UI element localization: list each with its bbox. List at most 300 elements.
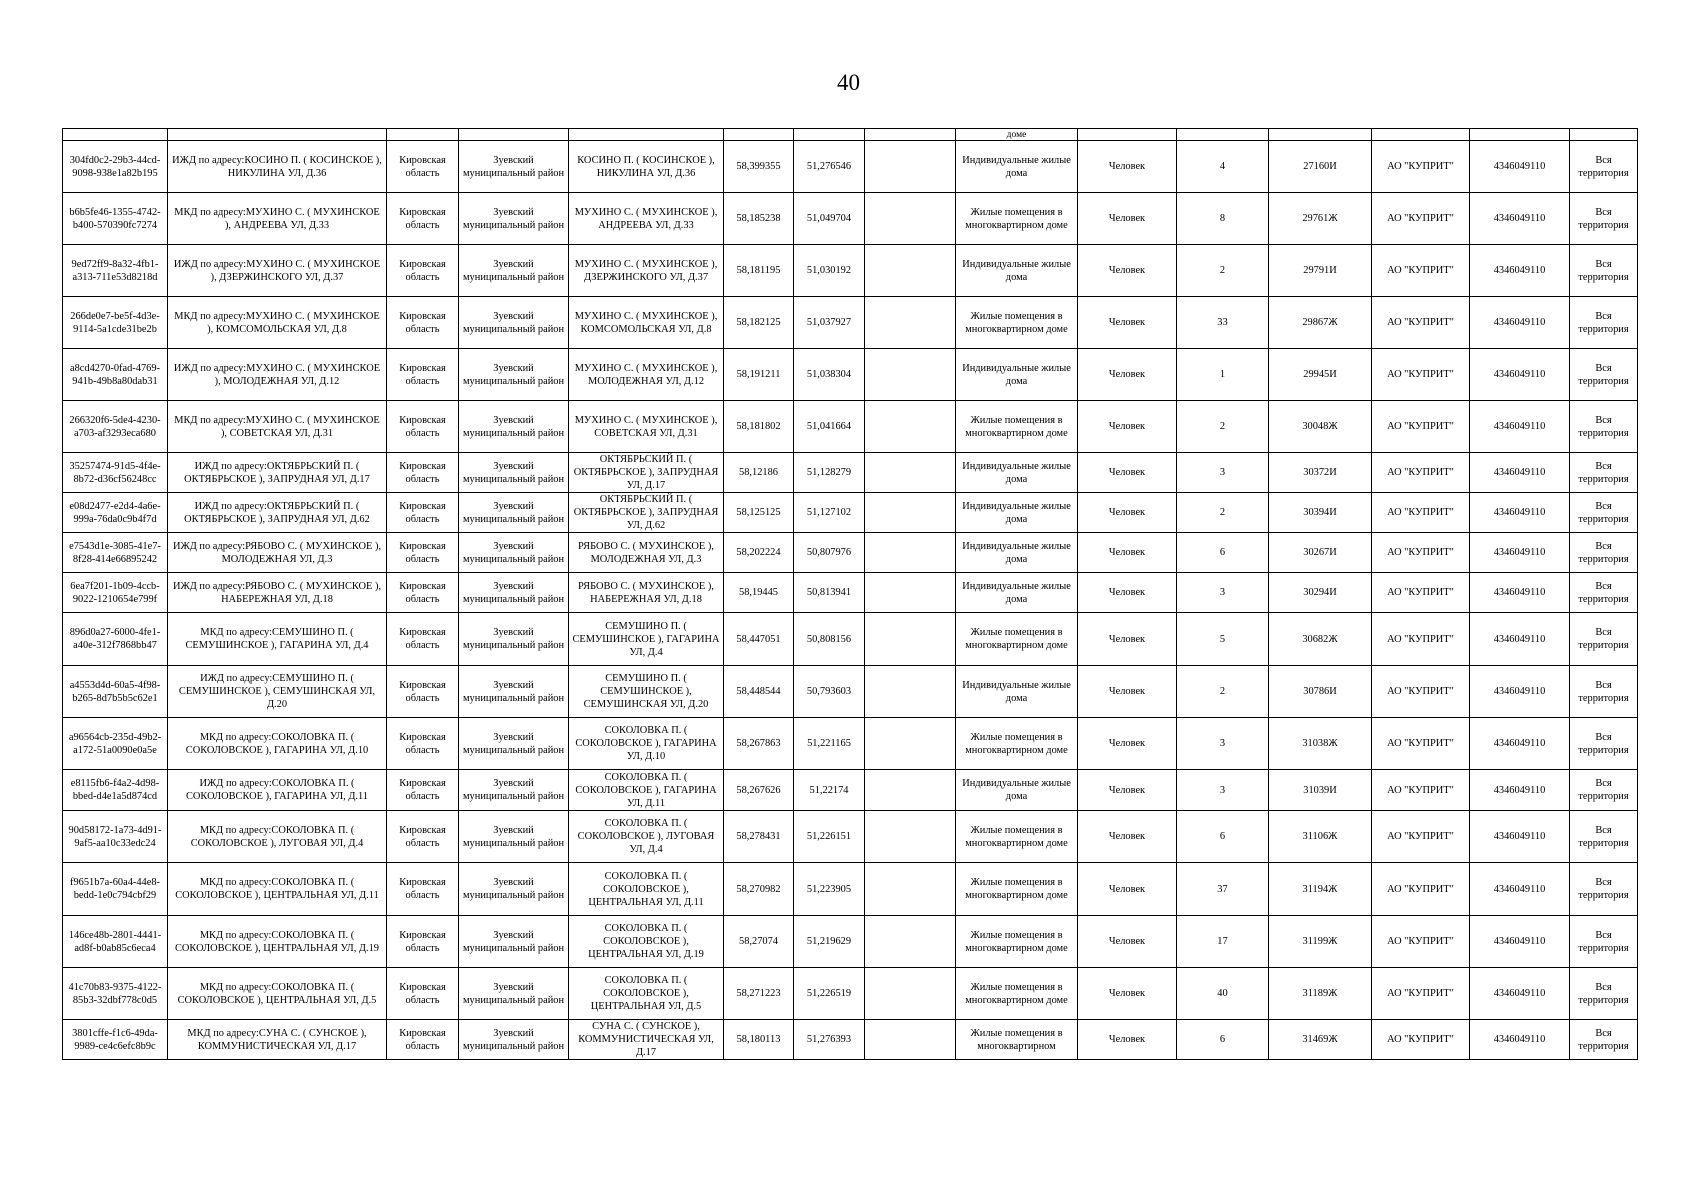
cell-territory: Вся территория — [1570, 811, 1638, 863]
cell-type: Жилые помещения в многоквартирном доме — [956, 613, 1078, 666]
cell-lon: 51,223905 — [794, 863, 865, 916]
cell-count: 8 — [1177, 193, 1269, 245]
cell-territory: Вся территория — [1570, 141, 1638, 193]
cell-type: Индивидуальные жилые дома — [956, 349, 1078, 401]
cell-unit: Человек — [1078, 863, 1177, 916]
cell-inn: 4346049110 — [1470, 863, 1570, 916]
cell-count: 6 — [1177, 1020, 1269, 1060]
cell-lat: 58,191211 — [724, 349, 794, 401]
cell-blank — [865, 245, 956, 297]
cell-unit: Человек — [1078, 968, 1177, 1020]
cell-territory: Вся территория — [1570, 573, 1638, 613]
cell-count: 5 — [1177, 613, 1269, 666]
cell-address: МУХИНО С. ( МУХИНСКОЕ ), АНДРЕЕВА УЛ, Д.33 — [569, 193, 724, 245]
table-row — [63, 770, 1638, 811]
cell-inn: 4346049110 — [1470, 493, 1570, 533]
cell-name: ИЖД по адресу:СОКОЛОВКА П. ( СОКОЛОВСКОЕ ), ГАГАРИНА УЛ, Д.11 — [168, 770, 387, 811]
cell-inn: 4346049110 — [1470, 533, 1570, 573]
cell-id: 6ea7f201-1b09-4ccb-9022-1210654e799f — [63, 573, 168, 613]
cell-count: 33 — [1177, 297, 1269, 349]
cell-id: e7543d1e-3085-41e7-8f28-414e66895242 — [63, 533, 168, 573]
cell-name: МКД по адресу:МУХИНО С. ( МУХИНСКОЕ ), АНДРЕЕВА УЛ, Д.33 — [168, 193, 387, 245]
cell-count: 2 — [1177, 245, 1269, 297]
cell-id: 266320f6-5de4-4230-a703-af3293eca680 — [63, 401, 168, 453]
cell-count: 2 — [1177, 666, 1269, 718]
cell-count: 6 — [1177, 533, 1269, 573]
cell-inn: 4346049110 — [1470, 1020, 1570, 1060]
cell-lat: 58,182125 — [724, 297, 794, 349]
cell-territory: Вся территория — [1570, 453, 1638, 493]
cell-lat: 58,448544 — [724, 666, 794, 718]
cell-code: 31189Ж — [1269, 968, 1372, 1020]
cell-territory: Вся территория — [1570, 401, 1638, 453]
cell-lat: 58,202224 — [724, 533, 794, 573]
cell-territory: Вся территория — [1570, 666, 1638, 718]
cell-territory: Вся территория — [1570, 916, 1638, 968]
cell-inn: 4346049110 — [1470, 916, 1570, 968]
cell-type: Индивидуальные жилые дома — [956, 533, 1078, 573]
cell-unit: Человек — [1078, 770, 1177, 811]
cell-name: ИЖД по адресу:СЕМУШИНО П. ( СЕМУШИНСКОЕ ), СЕМУШИНСКАЯ УЛ, Д.20 — [168, 666, 387, 718]
cell-count: 4 — [1177, 141, 1269, 193]
cell-lon: 50,808156 — [794, 613, 865, 666]
cell-count: 6 — [1177, 811, 1269, 863]
cell-unit: Человек — [1078, 613, 1177, 666]
cell-unit: Человек — [1078, 493, 1177, 533]
table-row — [63, 666, 1638, 718]
cell-id: a4553d4d-60a5-4f98-b265-8d7b5b5c62e1 — [63, 666, 168, 718]
cell-code: 29761Ж — [1269, 193, 1372, 245]
cell-inn: 4346049110 — [1470, 193, 1570, 245]
cell-district: Зуевский муниципальный район — [459, 666, 569, 718]
cell-id: 90d58172-1a73-4d91-9af5-aa10c33edc24 — [63, 811, 168, 863]
cell-district: Зуевский муниципальный район — [459, 916, 569, 968]
cell-name: МКД по адресу:СОКОЛОВКА П. ( СОКОЛОВСКОЕ ), ЦЕНТРАЛЬНАЯ УЛ, Д.5 — [168, 968, 387, 1020]
cell-org: АО "КУПРИТ" — [1372, 613, 1470, 666]
data-table — [62, 128, 1638, 1060]
cell-lat: 58,270982 — [724, 863, 794, 916]
cell-id: f9651b7a-60a4-44e8-bedd-1e0c794cbf29 — [63, 863, 168, 916]
cell-name: МКД по адресу:СОКОЛОВКА П. ( СОКОЛОВСКОЕ ), ЛУГОВАЯ УЛ, Д.4 — [168, 811, 387, 863]
cell-inn: 4346049110 — [1470, 349, 1570, 401]
cell-unit: Человек — [1078, 453, 1177, 493]
cell-org: АО "КУПРИТ" — [1372, 916, 1470, 968]
cell-address: СЕМУШИНО П. ( СЕМУШИНСКОЕ ), СЕМУШИНСКАЯ УЛ, Д.20 — [569, 666, 724, 718]
cell-lon: 50,793603 — [794, 666, 865, 718]
cell-territory: Вся территория — [1570, 718, 1638, 770]
cell-territory: Вся территория — [1570, 245, 1638, 297]
cell-unit: Человек — [1078, 573, 1177, 613]
cell-type: Жилые помещения в многоквартирном доме — [956, 916, 1078, 968]
cell-lat: 58,125125 — [724, 493, 794, 533]
cell-name: ИЖД по адресу:КОСИНО П. ( КОСИНСКОЕ ), НИКУЛИНА УЛ, Д.36 — [168, 141, 387, 193]
cell-code: 30267И — [1269, 533, 1372, 573]
cell-org: АО "КУПРИТ" — [1372, 401, 1470, 453]
cell-type: Жилые помещения в многоквартирном доме — [956, 297, 1078, 349]
table-row — [63, 613, 1638, 666]
cell-type: Индивидуальные жилые дома — [956, 141, 1078, 193]
cell-id: 896d0a27-6000-4fe1-a40e-312f7868bb47 — [63, 613, 168, 666]
cell-lon: 50,813941 — [794, 573, 865, 613]
cell-name: ИЖД по адресу:МУХИНО С. ( МУХИНСКОЕ ), ДЗЕРЖИНСКОГО УЛ, Д.37 — [168, 245, 387, 297]
cell-lon: 51,226519 — [794, 968, 865, 1020]
cell-region: Кировская область — [387, 533, 459, 573]
cell-address: СОКОЛОВКА П. ( СОКОЛОВСКОЕ ), ЛУГОВАЯ УЛ, Д.4 — [569, 811, 724, 863]
cell-code: 31038Ж — [1269, 718, 1372, 770]
cell-region: Кировская область — [387, 811, 459, 863]
cell-blank — [865, 770, 956, 811]
cell-territory: Вся территория — [1570, 613, 1638, 666]
table-body — [63, 129, 1638, 1060]
cell-org: АО "КУПРИТ" — [1372, 718, 1470, 770]
cell-lat: 58,27074 — [724, 916, 794, 968]
cell-id: 266de0e7-be5f-4d3e-9114-5a1cde31be2b — [63, 297, 168, 349]
cell-blank — [865, 401, 956, 453]
cell-org: АО "КУПРИТ" — [1372, 573, 1470, 613]
cell-district: Зуевский муниципальный район — [459, 770, 569, 811]
cell-blank — [865, 666, 956, 718]
cell-lon: 51,276393 — [794, 1020, 865, 1060]
cell-inn: 4346049110 — [1470, 141, 1570, 193]
cell-territory: Вся территория — [1570, 1020, 1638, 1060]
cell-district: Зуевский муниципальный район — [459, 573, 569, 613]
cell-blank — [865, 968, 956, 1020]
cell-id: 41c70b83-9375-4122-85b3-32dbf778c0d5 — [63, 968, 168, 1020]
cell-unit: Человек — [1078, 533, 1177, 573]
cell-id: e08d2477-e2d4-4a6e-999a-76da0c9b4f7d — [63, 493, 168, 533]
cell-lon: 51,226151 — [794, 811, 865, 863]
cell-count: 3 — [1177, 770, 1269, 811]
cell-lon: 51,127102 — [794, 493, 865, 533]
cell-address: СОКОЛОВКА П. ( СОКОЛОВСКОЕ ), ЦЕНТРАЛЬНАЯ УЛ, Д.11 — [569, 863, 724, 916]
cell-address: ОКТЯБРЬСКИЙ П. ( ОКТЯБРЬСКОЕ ), ЗАПРУДНАЯ УЛ, Д.62 — [569, 493, 724, 533]
cell-lat: 58,399355 — [724, 141, 794, 193]
table-row — [63, 453, 1638, 493]
cell-unit: Человек — [1078, 666, 1177, 718]
cell-unit: Человек — [1078, 811, 1177, 863]
table-row — [63, 573, 1638, 613]
cell-unit: Человек — [1078, 718, 1177, 770]
cell-id: a8cd4270-0fad-4769-941b-49b8a80dab31 — [63, 349, 168, 401]
cell-district: Зуевский муниципальный район — [459, 718, 569, 770]
cell-name: МКД по адресу:МУХИНО С. ( МУХИНСКОЕ ), КОМСОМОЛЬСКАЯ УЛ, Д.8 — [168, 297, 387, 349]
cell-blank — [865, 297, 956, 349]
cell-region: Кировская область — [387, 193, 459, 245]
cell-region: Кировская область — [387, 863, 459, 916]
cell-unit: Человек — [1078, 349, 1177, 401]
cell-address: ОКТЯБРЬСКИЙ П. ( ОКТЯБРЬСКОЕ ), ЗАПРУДНАЯ УЛ, Д.17 — [569, 453, 724, 493]
cell-code: 29791И — [1269, 245, 1372, 297]
cell-district: Зуевский муниципальный район — [459, 141, 569, 193]
cell-district: Зуевский муниципальный район — [459, 297, 569, 349]
cell-address: РЯБОВО С. ( МУХИНСКОЕ ), НАБЕРЕЖНАЯ УЛ, Д.18 — [569, 573, 724, 613]
cell-code: 31039И — [1269, 770, 1372, 811]
cell-org: АО "КУПРИТ" — [1372, 193, 1470, 245]
cell-lon: 50,807976 — [794, 533, 865, 573]
cell-type: Жилые помещения в многоквартирном — [956, 1020, 1078, 1060]
cell-code: 30294И — [1269, 573, 1372, 613]
cell-lat: 58,267863 — [724, 718, 794, 770]
cell-id: 146ce48b-2801-4441-ad8f-b0ab85c6eca4 — [63, 916, 168, 968]
cell-lon: 51,22174 — [794, 770, 865, 811]
cell-type: Индивидуальные жилые дома — [956, 770, 1078, 811]
cell-org: АО "КУПРИТ" — [1372, 453, 1470, 493]
cell-name: МКД по адресу:СЕМУШИНО П. ( СЕМУШИНСКОЕ ), ГАГАРИНА УЛ, Д.4 — [168, 613, 387, 666]
cell-inn: 4346049110 — [1470, 666, 1570, 718]
cell-name: МКД по адресу:СОКОЛОВКА П. ( СОКОЛОВСКОЕ ), ЦЕНТРАЛЬНАЯ УЛ, Д.19 — [168, 916, 387, 968]
cell-org: АО "КУПРИТ" — [1372, 1020, 1470, 1060]
cell-blank — [865, 493, 956, 533]
cell-count: 2 — [1177, 401, 1269, 453]
cell-district: Зуевский муниципальный район — [459, 193, 569, 245]
cell-inn: 4346049110 — [1470, 770, 1570, 811]
cell-lon: 51,219629 — [794, 916, 865, 968]
cell-district: Зуевский муниципальный район — [459, 245, 569, 297]
cell-type: Индивидуальные жилые дома — [956, 573, 1078, 613]
cell-blank — [865, 533, 956, 573]
cell-region: Кировская область — [387, 613, 459, 666]
table-row — [63, 193, 1638, 245]
cell-count: 17 — [1177, 916, 1269, 968]
cell-type: Жилые помещения в многоквартирном доме — [956, 863, 1078, 916]
cell-unit: Человек — [1078, 1020, 1177, 1060]
cell-id: a96564cb-235d-49b2-a172-51a0090e0a5e — [63, 718, 168, 770]
cell-type: Жилые помещения в многоквартирном доме — [956, 968, 1078, 1020]
cell-org: АО "КУПРИТ" — [1372, 863, 1470, 916]
page-number: 40 — [837, 70, 860, 95]
cell-inn: 4346049110 — [1470, 245, 1570, 297]
cell-district: Зуевский муниципальный район — [459, 349, 569, 401]
cell-district: Зуевский муниципальный район — [459, 401, 569, 453]
cell-type: Жилые помещения в многоквартирном доме — [956, 193, 1078, 245]
cell-address: КОСИНО П. ( КОСИНСКОЕ ), НИКУЛИНА УЛ, Д.36 — [569, 141, 724, 193]
cell-inn: 4346049110 — [1470, 968, 1570, 1020]
cell-count: 3 — [1177, 718, 1269, 770]
cell-region: Кировская область — [387, 493, 459, 533]
cell-blank — [865, 1020, 956, 1060]
cell-lat: 58,447051 — [724, 613, 794, 666]
cell-district: Зуевский муниципальный район — [459, 613, 569, 666]
cell-lat: 58,19445 — [724, 573, 794, 613]
cell-type: Индивидуальные жилые дома — [956, 245, 1078, 297]
table-row — [63, 349, 1638, 401]
cell-unit: Человек — [1078, 193, 1177, 245]
cell-inn: 4346049110 — [1470, 718, 1570, 770]
cell-code: 30048Ж — [1269, 401, 1372, 453]
cell-name: ИЖД по адресу:РЯБОВО С. ( МУХИНСКОЕ ), МОЛОДЕЖНАЯ УЛ, Д.3 — [168, 533, 387, 573]
cell-type: Жилые помещения в многоквартирном доме — [956, 401, 1078, 453]
cell-blank — [865, 349, 956, 401]
cell-org: АО "КУПРИТ" — [1372, 493, 1470, 533]
cell-unit: Человек — [1078, 245, 1177, 297]
cell-type-fragment: доме — [956, 129, 1078, 141]
cell-org: АО "КУПРИТ" — [1372, 533, 1470, 573]
cell-blank — [865, 863, 956, 916]
cell-district: Зуевский муниципальный район — [459, 493, 569, 533]
cell-lon: 51,041664 — [794, 401, 865, 453]
cell-address: СОКОЛОВКА П. ( СОКОЛОВСКОЕ ), ГАГАРИНА УЛ, Д.10 — [569, 718, 724, 770]
cell-name: ИЖД по адресу:РЯБОВО С. ( МУХИНСКОЕ ), НАБЕРЕЖНАЯ УЛ, Д.18 — [168, 573, 387, 613]
cell-region: Кировская область — [387, 916, 459, 968]
cell-territory: Вся территория — [1570, 493, 1638, 533]
cell-region: Кировская область — [387, 718, 459, 770]
cell-count: 40 — [1177, 968, 1269, 1020]
cell-inn: 4346049110 — [1470, 297, 1570, 349]
cell-code: 31469Ж — [1269, 1020, 1372, 1060]
cell-org: АО "КУПРИТ" — [1372, 666, 1470, 718]
cell-id: 9ed72ff9-8a32-4fb1-a313-711e53d8218d — [63, 245, 168, 297]
cell-blank — [865, 613, 956, 666]
cell-territory: Вся территория — [1570, 533, 1638, 573]
cell-address: МУХИНО С. ( МУХИНСКОЕ ), КОМСОМОЛЬСКАЯ УЛ, Д.8 — [569, 297, 724, 349]
table-row — [63, 968, 1638, 1020]
cell-code: 31194Ж — [1269, 863, 1372, 916]
cell-lat: 58,267626 — [724, 770, 794, 811]
cell-address: СОКОЛОВКА П. ( СОКОЛОВСКОЕ ), ЦЕНТРАЛЬНАЯ УЛ, Д.19 — [569, 916, 724, 968]
cell-name: ИЖД по адресу:МУХИНО С. ( МУХИНСКОЕ ), МОЛОДЕЖНАЯ УЛ, Д.12 — [168, 349, 387, 401]
cell-lon: 51,221165 — [794, 718, 865, 770]
data-table-container — [62, 128, 1637, 1060]
cell-count: 1 — [1177, 349, 1269, 401]
cell-lon: 51,030192 — [794, 245, 865, 297]
cell-blank — [865, 141, 956, 193]
cell-region: Кировская область — [387, 573, 459, 613]
cell-address: СОКОЛОВКА П. ( СОКОЛОВСКОЕ ), ЦЕНТРАЛЬНАЯ УЛ, Д.5 — [569, 968, 724, 1020]
cell-inn: 4346049110 — [1470, 453, 1570, 493]
cell-id: 304fd0c2-29b3-44cd-9098-938e1a82b195 — [63, 141, 168, 193]
cell-lon: 51,038304 — [794, 349, 865, 401]
cell-type: Жилые помещения в многоквартирном доме — [956, 811, 1078, 863]
cell-region: Кировская область — [387, 968, 459, 1020]
cell-region: Кировская область — [387, 297, 459, 349]
table-row — [63, 533, 1638, 573]
cell-lat: 58,271223 — [724, 968, 794, 1020]
cell-org: АО "КУПРИТ" — [1372, 297, 1470, 349]
cell-region: Кировская область — [387, 349, 459, 401]
cell-count: 37 — [1177, 863, 1269, 916]
cell-org: АО "КУПРИТ" — [1372, 245, 1470, 297]
cell-type: Жилые помещения в многоквартирном доме — [956, 718, 1078, 770]
cell-territory: Вся территория — [1570, 349, 1638, 401]
table-row-fragment — [63, 129, 1638, 141]
cell-blank — [865, 811, 956, 863]
cell-district: Зуевский муниципальный район — [459, 811, 569, 863]
cell-district: Зуевский муниципальный район — [459, 533, 569, 573]
cell-address: СОКОЛОВКА П. ( СОКОЛОВСКОЕ ), ГАГАРИНА УЛ, Д.11 — [569, 770, 724, 811]
cell-id: e8115fb6-f4a2-4d98-bbed-d4e1a5d874cd — [63, 770, 168, 811]
cell-district: Зуевский муниципальный район — [459, 453, 569, 493]
table-row — [63, 863, 1638, 916]
cell-name: ИЖД по адресу:ОКТЯБРЬСКИЙ П. ( ОКТЯБРЬСКОЕ ), ЗАПРУДНАЯ УЛ, Д.17 — [168, 453, 387, 493]
cell-lon: 51,049704 — [794, 193, 865, 245]
cell-type: Индивидуальные жилые дома — [956, 666, 1078, 718]
cell-territory: Вся территория — [1570, 297, 1638, 349]
cell-lon: 51,128279 — [794, 453, 865, 493]
cell-code: 30372И — [1269, 453, 1372, 493]
cell-region: Кировская область — [387, 453, 459, 493]
cell-territory: Вся территория — [1570, 193, 1638, 245]
cell-code: 30394И — [1269, 493, 1372, 533]
cell-address: СЕМУШИНО П. ( СЕМУШИНСКОЕ ), ГАГАРИНА УЛ, Д.4 — [569, 613, 724, 666]
cell-code: 27160И — [1269, 141, 1372, 193]
cell-territory: Вся территория — [1570, 863, 1638, 916]
cell-blank — [865, 573, 956, 613]
table-row — [63, 245, 1638, 297]
cell-code: 31106Ж — [1269, 811, 1372, 863]
cell-unit: Человек — [1078, 141, 1177, 193]
table-row — [63, 916, 1638, 968]
cell-lat: 58,185238 — [724, 193, 794, 245]
cell-inn: 4346049110 — [1470, 613, 1570, 666]
cell-type: Индивидуальные жилые дома — [956, 453, 1078, 493]
cell-id: 35257474-91d5-4f4e-8b72-d36cf56248cc — [63, 453, 168, 493]
cell-org: АО "КУПРИТ" — [1372, 141, 1470, 193]
cell-org: АО "КУПРИТ" — [1372, 349, 1470, 401]
cell-address: СУНА С. ( СУНСКОЕ ), КОММУНИСТИЧЕСКАЯ УЛ, Д.17 — [569, 1020, 724, 1060]
cell-region: Кировская область — [387, 401, 459, 453]
cell-region: Кировская область — [387, 141, 459, 193]
cell-unit: Человек — [1078, 297, 1177, 349]
cell-name: МКД по адресу:СУНА С. ( СУНСКОЕ ), КОММУНИСТИЧЕСКАЯ УЛ, Д.17 — [168, 1020, 387, 1060]
cell-inn: 4346049110 — [1470, 811, 1570, 863]
cell-code: 29945И — [1269, 349, 1372, 401]
cell-region: Кировская область — [387, 666, 459, 718]
cell-code: 29867Ж — [1269, 297, 1372, 349]
table-row — [63, 297, 1638, 349]
table-row — [63, 1020, 1638, 1060]
cell-id: b6b5fe46-1355-4742-b400-570390fc7274 — [63, 193, 168, 245]
cell-org: АО "КУПРИТ" — [1372, 770, 1470, 811]
cell-inn: 4346049110 — [1470, 573, 1570, 613]
cell-inn: 4346049110 — [1470, 401, 1570, 453]
cell-address: МУХИНО С. ( МУХИНСКОЕ ), СОВЕТСКАЯ УЛ, Д.31 — [569, 401, 724, 453]
cell-count: 3 — [1177, 453, 1269, 493]
cell-address: МУХИНО С. ( МУХИНСКОЕ ), ДЗЕРЖИНСКОГО УЛ, Д.37 — [569, 245, 724, 297]
cell-region: Кировская область — [387, 1020, 459, 1060]
cell-lat: 58,181802 — [724, 401, 794, 453]
cell-unit: Человек — [1078, 916, 1177, 968]
cell-unit: Человек — [1078, 401, 1177, 453]
cell-district: Зуевский муниципальный район — [459, 1020, 569, 1060]
cell-territory: Вся территория — [1570, 968, 1638, 1020]
cell-lat: 58,180113 — [724, 1020, 794, 1060]
cell-lat: 58,181195 — [724, 245, 794, 297]
table-row — [63, 401, 1638, 453]
cell-name: МКД по адресу:МУХИНО С. ( МУХИНСКОЕ ), СОВЕТСКАЯ УЛ, Д.31 — [168, 401, 387, 453]
table-row — [63, 718, 1638, 770]
cell-region: Кировская область — [387, 770, 459, 811]
cell-address: РЯБОВО С. ( МУХИНСКОЕ ), МОЛОДЕЖНАЯ УЛ, Д.3 — [569, 533, 724, 573]
cell-region: Кировская область — [387, 245, 459, 297]
cell-org: АО "КУПРИТ" — [1372, 811, 1470, 863]
cell-id: 3801cffe-f1c6-49da-9989-ce4c6efc8b9c — [63, 1020, 168, 1060]
cell-blank — [865, 718, 956, 770]
cell-lon: 51,037927 — [794, 297, 865, 349]
cell-territory: Вся территория — [1570, 770, 1638, 811]
cell-code: 31199Ж — [1269, 916, 1372, 968]
cell-district: Зуевский муниципальный район — [459, 863, 569, 916]
table-row — [63, 811, 1638, 863]
cell-org: АО "КУПРИТ" — [1372, 968, 1470, 1020]
cell-count: 3 — [1177, 573, 1269, 613]
cell-lat: 58,278431 — [724, 811, 794, 863]
cell-name: МКД по адресу:СОКОЛОВКА П. ( СОКОЛОВСКОЕ ), ЦЕНТРАЛЬНАЯ УЛ, Д.11 — [168, 863, 387, 916]
cell-lon: 51,276546 — [794, 141, 865, 193]
table-row — [63, 141, 1638, 193]
cell-type: Индивидуальные жилые дома — [956, 493, 1078, 533]
cell-code: 30682Ж — [1269, 613, 1372, 666]
cell-blank — [865, 916, 956, 968]
